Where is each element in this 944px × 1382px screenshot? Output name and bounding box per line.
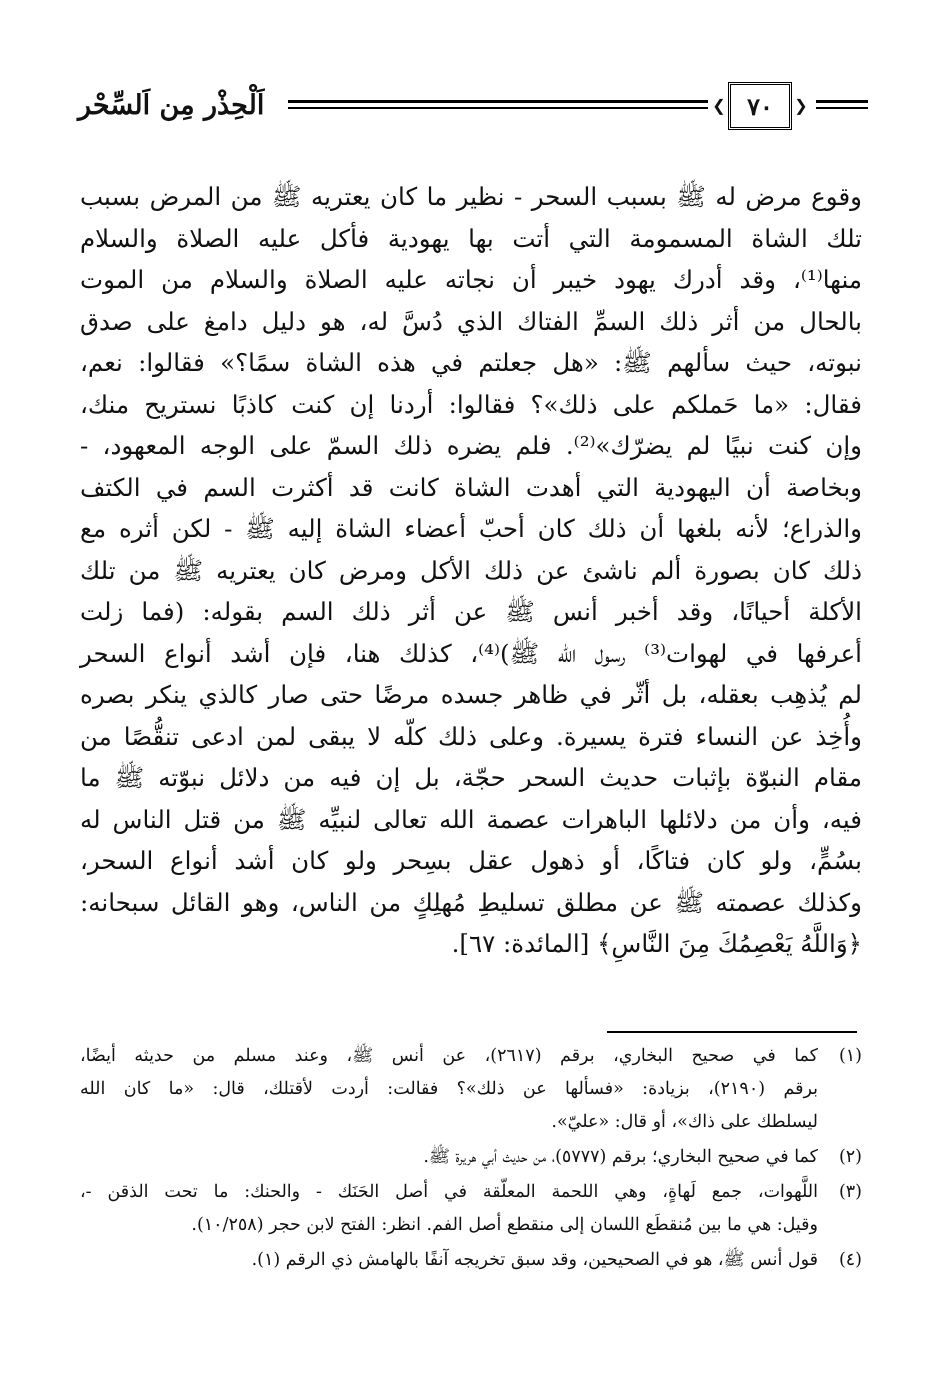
text-line: مقام النبوّة بإثبات حديث السحر حجّة، بل إن فيه من دلائل نبوّته ﷺ ما [80, 763, 862, 792]
ornament-left-icon: ❮ [712, 96, 726, 115]
page-number-frame [710, 78, 810, 134]
text-line: الأكلة أحيانًا، وقد أخبر أنس ﷺ عن أثر ذلك السم بقوله: (فما زلت [80, 597, 862, 626]
text-line: بالحال من أثر ذلك السمِّ الفتاك الذي دُسَّ له، هو دليل دامغ على صدق [80, 306, 862, 336]
running-header [78, 70, 868, 140]
text-line: وبخاصة أن اليهودية التي أهدت الشاة كانت قد أكثرت السم في الكتف [80, 472, 862, 502]
footnote-2 [80, 1141, 862, 1174]
text-line: والذراع؛ لأنه بلغها أن ذلك كان أحبّ أعضاء الشاة إليه ﷺ - لكن أثره مع [80, 514, 862, 543]
footnote-line: قول أنس ﷺ، هو في الصحيحين، وقد سبق تخريجه آنفًا بالهامش ذي الرقم (١). [251, 1250, 818, 1270]
page-number-box [728, 82, 792, 130]
footnote-line: ليسلطك على ذاك»، أو قال: «عليّ». [551, 1112, 818, 1132]
footnote-line: كما في صحيح البخاري؛ برقم (٥٧٧٧)، من حديث أبي هريرة ﷺ. [423, 1147, 818, 1167]
footnote-number: (٣) [838, 1182, 862, 1202]
header-rule-left-top [288, 100, 708, 103]
header-rule-right-bottom [816, 107, 868, 109]
footnote-line: كما في صحيح البخاري، برقم (٢٦١٧)، عن أنس ﷺ، وعند مسلم من حديثه أيضًا، [80, 1046, 819, 1066]
text-line: بسُمٍّ، ولو كان فتاكًا، أو ذهول عقل بسِحر ولو كان أشد أنواع السحر، [80, 846, 862, 875]
text-line: تلك الشاة المسمومة التي أتت بها يهودية فأكل عليه الصلاة والسلام [80, 223, 862, 253]
header-rule-left-bottom [288, 107, 708, 109]
footnote-line: برقم (٢١٩٠)، بزيادة: «فسألها عن ذلك»؟ فقالت: أردت لأقتلك، قال: «ما كان الله [80, 1079, 818, 1099]
footnote-line: اللَّهوات، جمع لَهاةٍ، وهي اللحمة المعلّقة في أصل الحَنَك - والحنك: ما تحت الذقن -، [80, 1182, 818, 1202]
header-rule-right-top [816, 100, 868, 103]
text-line: فقال: «ما حَملكم على ذلك»؟ فقالوا: أردنا إن كنت كاذبًا نستريح منك، [80, 389, 862, 419]
footnote-number: (٤) [838, 1250, 862, 1270]
text-line: وقوع مرض له ﷺ بسبب السحر - نظير ما كان يعتريه ﷺ من المرض بسبب [80, 182, 862, 211]
page-number: ٧٠ [747, 91, 773, 121]
ornament-right-icon: ❯ [794, 96, 808, 115]
footnote-number: (١) [838, 1046, 862, 1066]
text-line: وأُخِذ عن النساء فترة يسيرة. وعلى ذلك كلّه لا يبقى لمن ادعى تنقُّصًا من [80, 721, 862, 751]
footnote-number: (٢) [838, 1147, 862, 1167]
footnote-1 [80, 1040, 862, 1139]
text-line: نبوته، حيث سألهم ﷺ: «هل جعلتم في هذه الشاة سمًا؟» فقالوا: نعم، [80, 348, 862, 377]
text-line: ذلك كان بصورة ألم ناشئ عن ذلك الأكل ومرض كان يعتريه ﷺ من تلك [80, 555, 862, 585]
text-line: منها⁽¹⁾، وقد أدرك يهود خيبر أن نجاته عليه الصلاة والسلام من الموت [80, 265, 862, 294]
footnote-3 [80, 1176, 862, 1242]
body-text [80, 176, 862, 965]
text-line: وكذلك عصمته ﷺ عن مطلق تسليطِ مُهلِكٍ من الناس، وهو القائل سبحانه: [80, 887, 862, 917]
book-title: اَلْحِذْر مِن اَلسِّحْر [78, 90, 265, 121]
text-line: أعرفها في لهوات⁽³⁾ رسول الله ﷺ)⁽⁴⁾، كذلك هنا، فإن أشد أنواع السحر [80, 638, 862, 668]
text-line: وإن كنت نبيًا لم يضرّك»⁽²⁾. فلم يضره ذلك السمّ على الوجه المعهود، - [80, 431, 862, 460]
footnotes [80, 1040, 862, 1279]
footnote-separator [607, 1031, 857, 1033]
quran-verse-line: ﴿وَاللَّهُ يَعْصِمُكَ مِنَ النَّاسِ﴾ [المائدة: ٦٧]. [451, 929, 862, 958]
footnote-4 [80, 1244, 862, 1277]
text-line: لم يُذهِب بعقله، بل أثّر في ظاهر جسده مرضًا حتى صار كالذي ينكر بصره [80, 680, 862, 709]
footnote-line: وقيل: هي ما بين مُنقطَع اللسان إلى منقطع أصل الفم. انظر: الفتح لابن حجر (١٠/٢٥٨). [191, 1215, 818, 1235]
text-line: فيه، وأن من دلائلها الباهرات عصمة الله تعالى لنبيِّه ﷺ من قتل الناس له [80, 804, 862, 834]
